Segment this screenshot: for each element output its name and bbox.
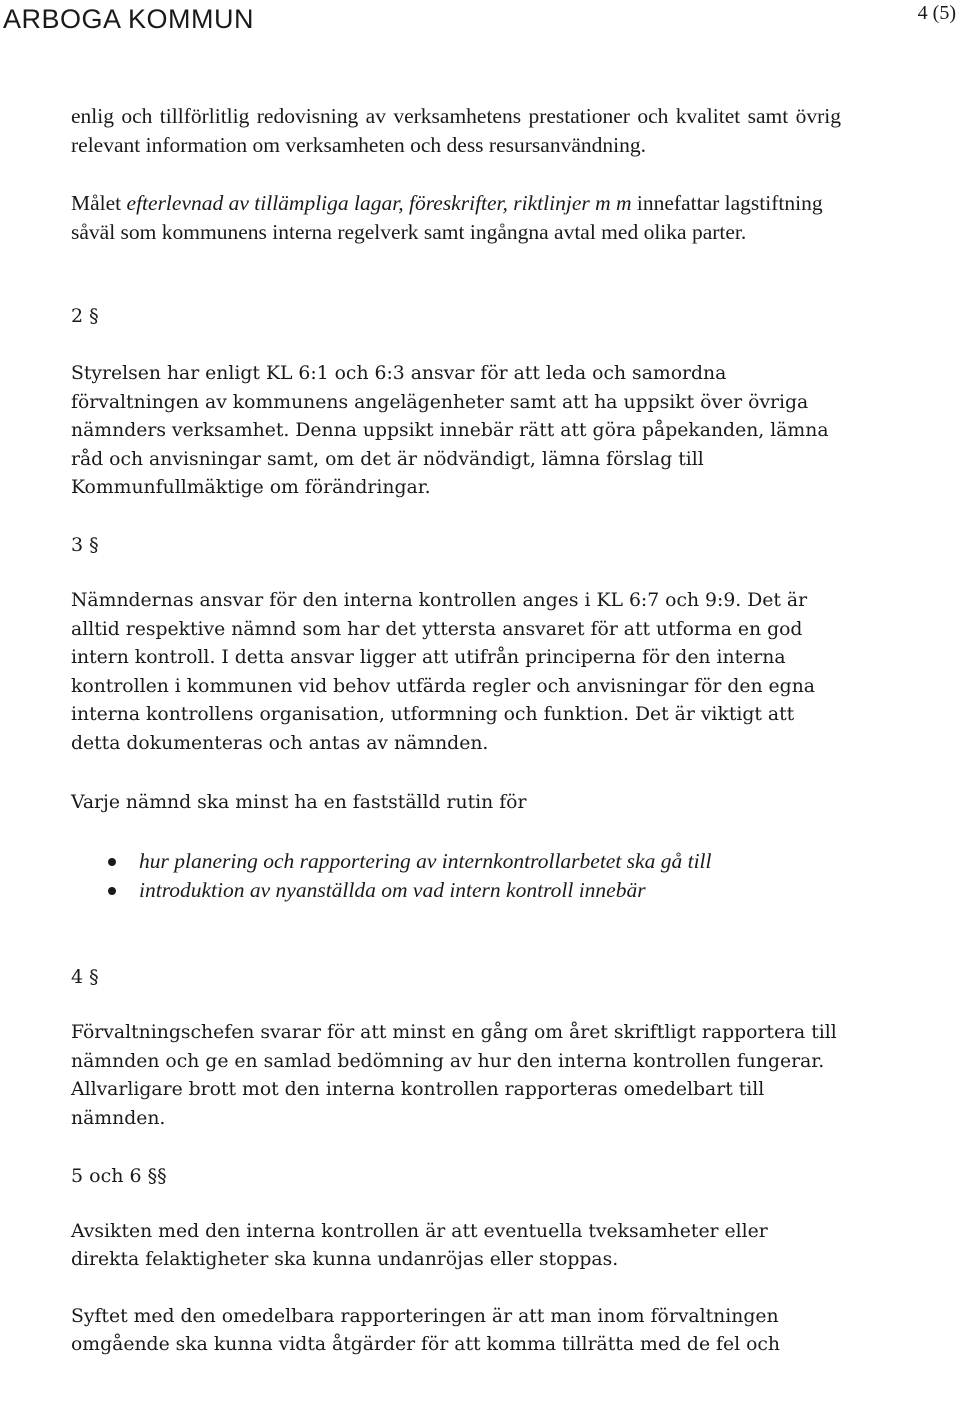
paragraph-malet-end: innefattar lagstiftning såväl som kommunens interna regelverk samt ingångna avtal med olika parter. xyxy=(71,191,823,244)
section-2-text: Styrelsen har enligt KL 6:1 och 6:3 ansvar för att leda och samordna förvaltningen av kommunens angelägenheter samt att ha uppsikt över övriga nämnders verksamhet. Denna uppsikt innebär rätt att göra påpekanden, lämna råd och anvisningar samt, om det är nödvändigt, lämna förslag till Kommunfullmäktige om förändringar. xyxy=(71,363,829,499)
section-2-heading: 2 § xyxy=(71,305,99,327)
paragraph-malet-start: Målet xyxy=(71,191,127,215)
list-item-text: introduktion av nyanställda om vad intern kontroll innebär xyxy=(139,878,646,903)
routine-list xyxy=(71,847,841,905)
bullet-icon xyxy=(108,858,116,866)
page-header xyxy=(0,0,960,40)
list-item-text: hur planering och rapportering av internkontrollarbetet ska gå till xyxy=(139,849,712,874)
paragraph-malet xyxy=(71,189,841,247)
document-body xyxy=(71,102,841,1360)
page-number: 4 (5) xyxy=(917,2,956,24)
section-4-text: Förvaltningschefen svarar för att minst en gång om året skriftligt rapportera till nämnden och ge en samlad bedömning av hur den interna kontrollen fungerar. Allvarligare brott mot den interna kontrollen rapporteras omedelbart till nämnden. xyxy=(71,1022,837,1129)
bullet-icon xyxy=(108,887,116,895)
section-3-text: Nämndernas ansvar för den interna kontrollen anges i KL 6:7 och 9:9. Det är alltid respektive nämnd som har det yttersta ansvaret för att utforma en god intern kontroll. I detta ansvar ligger att utifrån principerna för den interna kontrollen i kommunen vid behov utfärda regler och anvisningar för den egna interna kontrollens organisation, utformning och funktion. Det är viktigt att detta dokumenteras och antas av nämnden. xyxy=(71,589,815,754)
organization-name: ARBOGA KOMMUN xyxy=(3,4,255,34)
section-5-6-text: Avsikten med den interna kontrollen är att eventuella tveksamheter eller direkta felaktigheter ska kunna undanröjas eller stoppas. xyxy=(71,1220,768,1271)
paragraph-redovisning: enlig och tillförlitlig redovisning av verksamhetens prestationer och kvalitet samt övrig relevant information om verksamheten och dess resursanvändning. xyxy=(71,104,841,157)
section-5-6-heading: 5 och 6 §§ xyxy=(71,1164,167,1187)
section-5-6-text-2: Syftet med den omedelbara rapporteringen är att man inom förvaltningen omgående ska kunna vidta åtgärder för att komma tillrätta med de fel och xyxy=(71,1305,780,1356)
list-item xyxy=(71,876,841,905)
section-3-routine: Varje nämnd ska minst ha en fastställd rutin för xyxy=(71,791,527,813)
section-3-heading: 3 § xyxy=(71,533,99,556)
paragraph-malet-emphasis: efterlevnad av tillämpliga lagar, föreskrifter, riktlinjer m m xyxy=(126,191,632,215)
section-4-heading: 4 § xyxy=(71,966,99,989)
list-item xyxy=(71,847,841,876)
